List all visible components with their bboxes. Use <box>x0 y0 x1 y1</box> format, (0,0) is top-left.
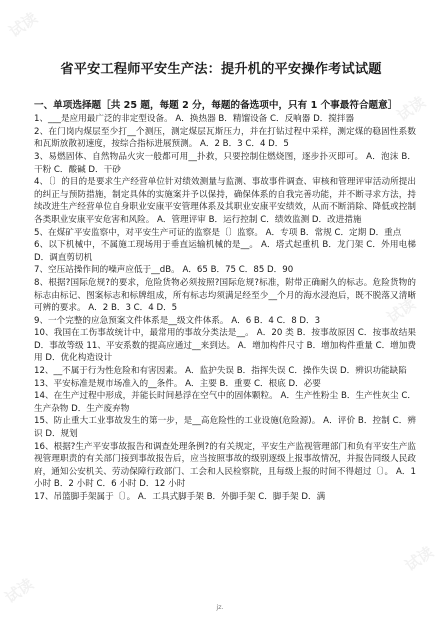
question-item: 6、以下机械中，不属施工现场用于垂直运输机械的是__。 A．塔式起重机 B．龙门架 C．外用电梯 D．调直剪切机 <box>34 240 416 263</box>
question-item: 2、在门岗内煤层至少打__个测压，测定煤层瓦斯压力，并在打钻过程中采样，测定煤的稳固性系数和瓦斯放散初速度，按综合指标进展预测。 A．2 B．3 C．4 D．5 <box>34 126 416 150</box>
question-item: 17、吊篮脚手架属于〔〕。 A．工具式脚手架 B．外脚手架 C．脚手架 D．满 <box>34 492 326 503</box>
question-item: 13、平安标准是规市场准入的__条件。 A．主要 B．重要 C．根底 D．必要 <box>34 378 321 389</box>
question-item: 5、在煤矿平安监察中，对平安生产可证的监察是〔〕监察。 A．专项 B．常规 C．定期 D．重点 <box>34 227 402 238</box>
question-item: 7、空压站操作间的噪声应低于__dB。 A．65 B．75 C．85 D．90 <box>34 265 294 276</box>
watermark: 试读 <box>1 574 37 607</box>
question-item: 3、易燃固体、自然物品火灾一般都可用__扑救，只要控制住燃烧图，逐步扑灭即可。 A．泡沫 B．干粉 C．酸碱 D．干砂 <box>34 151 416 175</box>
question-item: 8、根据?国际危规?的要求，危险货物必须按照?国际危规?标准，附带正确耐久的标志。危险货物的标志由标记、图案标志和标牌组成，所有标志均须满足经至少__个月的海水浸泡后，既不脱落又清晰可辨的要求。 A．2 B．3 C．4 D．5 <box>34 277 416 314</box>
question-item: 1、___是应用最广泛的非定型设备。 A．换热器 B．精馏设备 C．反响器 D．搅拌器 <box>34 114 355 125</box>
question-item: 4、〔〕的目的是要求生产经营单位针对绩效测量与监测、事故事件调查、审核和管理评审活动所提出的纠正与预防措施，制定具体的实施案并予以保持，确保体系的自我完善功能，并不断寻求方法，持续改进生产经营单位自身职业安康平安管理体系及其职业安康平安绩效，从而不断消除、降低或控制各类职业安康平安危害和风险。 A．管理评审 B．运行控制 C．绩效监测 D．改进措施 <box>34 177 416 225</box>
section-header: 一、单项选择题［共 25 题，每题 2 分，每题的备选项中，只有 1 个事最符合题意］ <box>34 100 398 111</box>
question-item: 16、根据?生产平安事故报告和调查处理条例?的有关规定，平安生产监视管理部门和负有平安生产监视管理职责的有关部门接到事故报告后，应当按照事故的级别逐级上报事故情况，并报告同级人民政府，通知公安机关、劳动保障行政部门、工会和人民检察院，且每级上报的时间不得超过〔〕。 A．1 小时 B．2 小时 C．6 小时 D．12 小时 <box>34 441 416 490</box>
question-item: 10、我国在工伤事故统计中，最常用的事故分类法是__。 A．20 类 B．按事故原因 C．按事故结果 D．事故等级 11、平安系数的提高应通过__来到达。 A．增加构件尺寸 B．增加构件重量 C．增加费用 D．优化构造设计 <box>34 328 416 364</box>
question-item: 14、在生产过程中形成，并能长时间悬浮在空气中的固体颗粒。 A．生产性粉尘 B．生产性灰尘 C．生产杂物 D．生产废弃物 <box>34 391 416 414</box>
question-item: 12、__不属于行为性危险和有害因素。 A．监护失误 B．指挥失误 C．操作失误 D．辨识功能缺陷 <box>34 366 407 377</box>
watermark: 试读 <box>5 8 41 41</box>
question-item: 15、防止重大工业事故发生的第一步，是__高危险性的工业设施(危险源)。 A．评价 B．控制 C．辨识 D．规划 <box>34 416 416 440</box>
watermark: 试读 <box>401 542 437 575</box>
watermark: 试读 <box>393 92 429 125</box>
watermark: 试读 <box>383 294 419 327</box>
page-footer: jz. <box>216 603 224 611</box>
question-item: 9、一个完整的应急预案文件体系是__级文件体系。 A．6 B．4 C．8 D．3 <box>34 315 321 326</box>
question-list <box>26 113 416 503</box>
page-title: 省平安工程师平安生产法：提升机的平安操作考试试题 <box>60 62 382 77</box>
